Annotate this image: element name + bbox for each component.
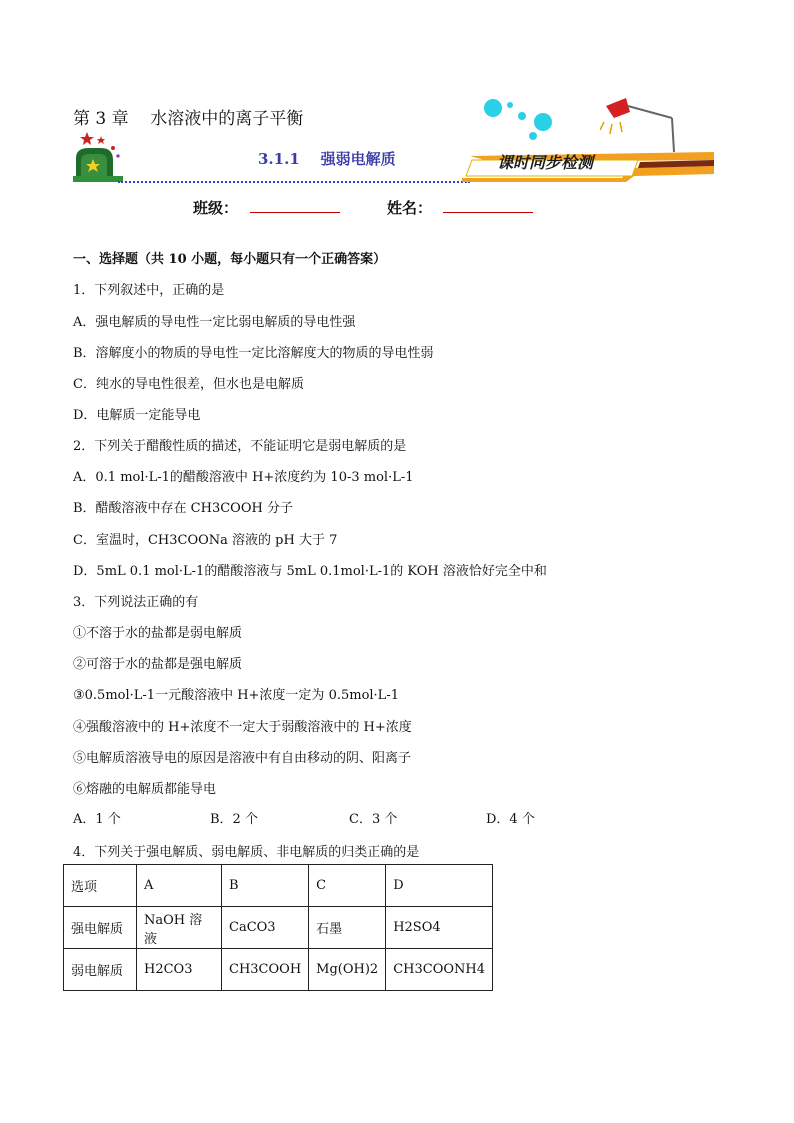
q3-statement-3: ③0.5mol·L-1一元酸溶液中 H+浓度一定为 0.5mol·L-1 [73,688,399,703]
q3-options [73,808,553,826]
name-label: 姓名： [387,199,433,217]
class-label: 班级： [193,199,239,217]
header-dotted-rule [118,175,470,183]
banner-text: 课时同步检测 [497,153,594,172]
q2-option-b: B．醋酸溶液中存在 CH3COOH 分子 [73,501,293,516]
q1-option-a: A．强电解质的导电性一定比弱电解质的导电性强 [73,315,356,330]
classification-table [63,864,493,991]
table-cell: C [309,865,386,907]
name-input-line[interactable] [443,212,533,213]
q2-stem: 2．下列关于醋酸性质的描述，不能证明它是弱电解质的是 [73,439,407,454]
q3-option-b: B．2 个 [210,812,258,827]
table-row [64,907,493,949]
table-cell: Mg(OH)2 [309,949,386,991]
table-cell: B [222,865,309,907]
table-cell: 石墨 [309,907,386,949]
table-row [64,949,493,991]
q3-statement-4: ④强酸溶液中的 H+浓度不一定大于弱酸溶液中的 H+浓度 [73,720,412,735]
table-cell: H2SO4 [386,907,493,949]
q1-option-d: D．电解质一定能导电 [73,408,201,423]
q3-option-a: A．1 个 [73,812,121,827]
q3-stem: 3．下列说法正确的有 [73,595,199,610]
star-badge-icon [73,130,123,182]
table-cell: 弱电解质 [64,949,137,991]
table-cell: D [386,865,493,907]
q4-stem: 4．下列关于强电解质、弱电解质、非电解质的归类正确的是 [73,845,420,860]
chapter-title: 第 3 章 水溶液中的离子平衡 [73,109,304,129]
q2-option-d: D．5mL 0.1 mol·L-1的醋酸溶液与 5mL 0.1mol·L-1的 KOH 溶液恰好完全中和 [73,564,547,579]
q3-statement-2: ②可溶于水的盐都是强电解质 [73,657,243,672]
desk-lamp-icon [600,96,686,156]
class-input-line[interactable] [250,212,340,213]
q3-statement-6: ⑥熔融的电解质都能导电 [73,782,217,797]
q1-option-c: C．纯水的导电性很差，但水也是电解质 [73,377,304,392]
q2-option-c: C．室温时，CH3COONa 溶液的 pH 大于 7 [73,533,338,548]
table-row [64,865,493,907]
table-cell: 强电解质 [64,907,137,949]
table-cell: NaOH 溶液 [137,907,222,949]
table-cell: 选项 [64,865,137,907]
q2-option-a: A．0.1 mol·L-1的醋酸溶液中 H+浓度约为 10-3 mol·L-1 [73,470,414,485]
q3-option-c: C．3 个 [349,812,398,827]
table-cell: A [137,865,222,907]
section-heading: 一、选择题（共 10 小题，每小题只有一个正确答案） [73,252,387,267]
bubbles-icon [478,98,558,148]
table-cell: CaCO3 [222,907,309,949]
q1-stem: 1．下列叙述中，正确的是 [73,283,225,298]
q3-option-d: D．4 个 [486,812,535,827]
q3-statement-5: ⑤电解质溶液导电的原因是溶液中有自由移动的阴、阳离子 [73,751,412,766]
section-title: 3.1.1 强弱电解质 [258,150,396,168]
table-cell: CH3COONH4 [386,949,493,991]
table-cell: H2CO3 [137,949,222,991]
q3-statement-1: ①不溶于水的盐都是弱电解质 [73,626,243,641]
q1-option-b: B．溶解度小的物质的导电性一定比溶解度大的物质的导电性弱 [73,346,434,361]
table-cell: CH3COOH [222,949,309,991]
